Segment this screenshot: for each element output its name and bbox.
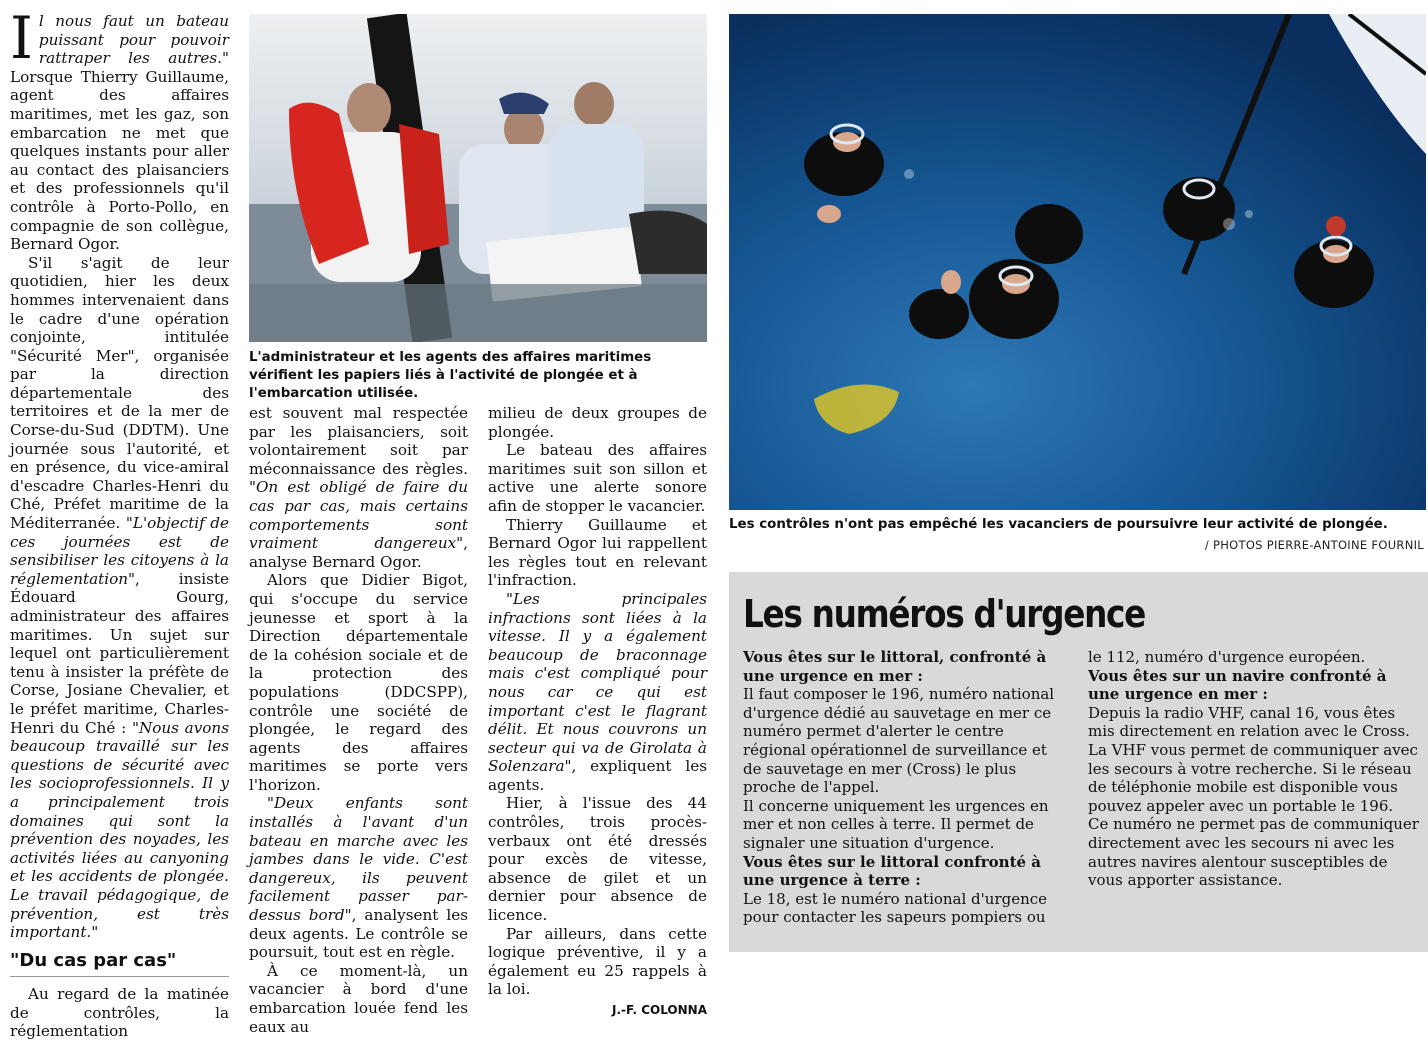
text: est souvent mal respectée par les plaisanciers, soit volontairement soit par méconnaissance des règles. xyxy=(249,404,468,478)
paragraph xyxy=(488,590,707,795)
paragraph xyxy=(249,404,468,571)
paragraph xyxy=(10,254,229,942)
article-column-2 xyxy=(249,404,468,1036)
box-paragraph: La VHF vous permet de communiquer avec les secours à votre recherche. Si le réseau de téléphonie mobile est disponible vous pouvez appeler avec un portable le 196. xyxy=(1088,740,1418,815)
text: , analysent les deux agents. Le contrôle se poursuit, tout est en règle. xyxy=(249,906,468,962)
box-column-right xyxy=(1088,648,1420,890)
article-column-1 xyxy=(10,4,230,1041)
photo-divers xyxy=(729,14,1426,510)
quote: "Nous avons beaucoup travaillé sur les questions de sécurité avec les socioprofessionnels. Il y a principalement trois domaines qui sont la prévention des noyades, les activités liées au canyoning et les accidents de plongée. Le travail pédagogique, de prévention, est très important." xyxy=(10,718,230,942)
paragraph: Hier, à l'issue des 44 contrôles, trois procès-verbaux ont été dressés pour excès de vitesse, absence de gilet et un dernier pour absence de licence. xyxy=(488,794,707,925)
text: S'il s'agit de leur quotidien, hier les deux hommes intervenaient dans le cadre d'une opération conjointe, intitulée "Sécurité Mer", organisée par la direction départementale des territoires et de la mer de Corse-du-Sud (DDTM). Une journée sous l'autorité, et en présence, du vice-amiral d'escadre Charles-Henri du Ché, Préfet maritime de la Méditerranée. xyxy=(10,253,229,533)
quote: "Les principales infractions sont liées à la vitesse. Il y a également beaucoup de braconnage mais c'est compliqué pour nous car ce qui est important c'est le flagrant délit. Et nous couvrons un secteur qui va de Girolata à Solenzara" xyxy=(488,589,707,776)
box-paragraph xyxy=(1088,667,1420,704)
photo2-caption: Les contrôles n'ont pas empêché les vacanciers de poursuivre leur activité de plongée. xyxy=(729,517,1388,532)
box-heading: Vous êtes sur le littoral, confronté à une urgence en mer : xyxy=(743,648,1047,685)
paragraph: Alors que Didier Bigot, qui s'occupe du service jeunesse et sport à la Direction départementale de la cohésion sociale et de la protection des populations (DDCSPP), contrôle une société de plongée, le regard des agents des affaires maritimes se porte vers l'horizon. xyxy=(249,571,468,794)
box-title: Les numéros d'urgence xyxy=(743,592,1146,636)
paragraph: Le bateau des affaires maritimes suit son sillon et active une alerte sonore afin de stopper le vacancier. xyxy=(488,441,707,515)
paragraph: milieu de deux groupes de plongée. xyxy=(488,404,707,441)
quote: "On est obligé de faire du cas par cas, mais certains comportements sont vraiment dangereux" xyxy=(249,478,468,553)
paragraph xyxy=(10,4,229,254)
photo1-caption: L'administrateur et les agents des affaires maritimes vérifient les papiers liés à l'activité de plongée et à l'embarcation utilisée. xyxy=(249,350,652,401)
paragraph xyxy=(249,794,468,961)
photo-agents-image xyxy=(249,14,707,342)
box-paragraph: Le 18, est le numéro national d'urgence pour contacter les sapeurs pompiers ou xyxy=(743,889,1048,927)
text: , insiste Édouard Gourg, administrateur des affaires maritimes. Un sujet sur lequel ont particulièrement tenu à insister la préfète de Corse, Josiane Chevalier, et le préfet maritime, Charles-Henri du Ché : xyxy=(10,569,229,737)
box-paragraph xyxy=(743,648,1069,685)
box-column-left xyxy=(743,648,1069,927)
photo-credit: / PHOTOS PIERRE-ANTOINE FOURNIL xyxy=(1204,538,1424,552)
byline: J.-F. COLONNA xyxy=(612,1003,707,1017)
emergency-box xyxy=(729,572,1428,952)
text: Lorsque Thierry Guillaume, agent des affaires maritimes, met les gaz, son embarcation ne met que quelques instants pour aller au contact des plaisanciers et des professionnels qu'il contrôle à Porto-Pollo, en compagnie de son collègue, Bernard Ogor. xyxy=(10,67,229,254)
paragraph: Au regard de la matinée de contrôles, la réglementation xyxy=(10,985,229,1041)
text: , expliquent les agents. xyxy=(488,757,707,794)
photo-divers-image xyxy=(729,14,1426,510)
box-paragraph: Depuis la radio VHF, canal 16, vous êtes mis directement en relation avec le Cross. xyxy=(1088,703,1410,741)
quote: l nous faut un bateau puissant pour pouvoir rattraper les autres." xyxy=(38,12,229,68)
quote: "L'objectif de ces journées est de sensibiliser les citoyens à la réglementation" xyxy=(10,514,230,588)
box-paragraph: Il faut composer le 196, numéro national d'urgence dédié au sauvetage en mer ce numéro permet d'alerter le centre régional opérationnel de surveillance et de sauvetage en mer (Cross) le plus proche de l'appel. xyxy=(743,685,1055,797)
drop-cap: I xyxy=(10,4,33,72)
subheading: "Du cas par cas" xyxy=(10,952,229,978)
box-heading: Vous êtes sur le littoral confronté à une urgence à terre : xyxy=(743,852,1041,890)
paragraph: Thierry Guillaume et Bernard Ogor lui rappellent les règles tout en relevant l'infraction. xyxy=(488,515,707,590)
box-heading: Vous êtes sur un navire confronté à une urgence en mer : xyxy=(1088,666,1387,704)
paragraph: Par ailleurs, dans cette logique préventive, il y a également eu 25 rappels à la loi. xyxy=(488,924,707,999)
box-paragraph: Ce numéro ne permet pas de communiquer directement avec les secours ni avec les autres navires alentour susceptibles de vous apporter assistance. xyxy=(1088,815,1419,890)
box-paragraph xyxy=(743,853,1069,890)
box-paragraph: le 112, numéro d'urgence européen. xyxy=(1088,648,1366,666)
quote: "Deux enfants sont installés à l'avant d'un bateau en marche avec les jambes dans le vide. C'est dangereux, ils peuvent facilement passer par-dessus bord" xyxy=(249,794,468,925)
text: , analyse Bernard Ogor. xyxy=(249,534,468,571)
article-column-3 xyxy=(488,404,707,1020)
photo-agents-boat xyxy=(249,14,707,342)
box-paragraph: Il concerne uniquement les urgences en mer et non celles à terre. Il permet de signaler une situation d'urgence. xyxy=(743,796,1049,852)
paragraph: À ce moment-là, un vacancier à bord d'une embarcation louée fend les eaux au xyxy=(249,961,468,1036)
